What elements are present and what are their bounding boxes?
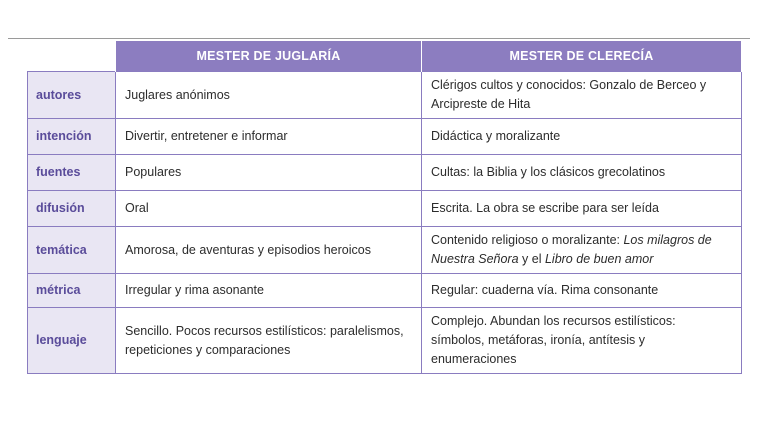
row-label-fuentes: fuentes [28,155,116,191]
row-label-intencion: intención [28,119,116,155]
column-header-clerecia: MESTER DE CLERECÍA [422,41,742,72]
mester-comparison-table [27,41,742,374]
top-divider-line [8,38,750,39]
tematica-text-part-2: y el [518,252,545,266]
juglaria-autores-cell: Juglares anónimos [116,72,422,119]
table-row [28,72,742,119]
juglaria-intencion-cell: Divertir, entretener e informar [116,119,422,155]
juglaria-difusion-cell: Oral [116,191,422,227]
juglaria-metrica-cell: Irregular y rima asonante [116,274,422,308]
clerecia-fuentes-cell: Cultas: la Biblia y los clásicos grecolatinos [422,155,742,191]
row-label-metrica: métrica [28,274,116,308]
tematica-title-libro: Libro de buen amor [544,252,654,266]
row-label-autores: autores [28,72,116,119]
row-label-lenguaje: lenguaje [28,308,116,374]
clerecia-autores-cell: Clérigos cultos y conocidos: Gonzalo de Berceo y Arcipreste de Hita [422,72,742,119]
clerecia-difusion-cell: Escrita. La obra se escribe para ser leída [422,191,742,227]
table-row [28,227,742,274]
juglaria-lenguaje-cell: Sencillo. Pocos recursos estilísticos: paralelismos, repeticiones y comparaciones [116,308,422,374]
table-header-row [28,41,742,72]
table-row [28,191,742,227]
table-row [28,155,742,191]
clerecia-intencion-cell: Didáctica y moralizante [422,119,742,155]
juglaria-fuentes-cell: Populares [116,155,422,191]
table-row [28,274,742,308]
column-header-juglaria: MESTER DE JUGLARÍA [116,41,422,72]
clerecia-lenguaje-cell: Complejo. Abundan los recursos estilísticos: símbolos, metáforas, ironía, antítesis y enumeraciones [422,308,742,374]
row-label-tematica: temática [28,227,116,274]
table-row [28,119,742,155]
table-row [28,308,742,374]
clerecia-metrica-cell: Regular: cuaderna vía. Rima consonante [422,274,742,308]
row-label-difusion: difusión [28,191,116,227]
table-corner-cell [28,41,116,72]
tematica-text-part-1: Contenido religioso o moralizante: [431,233,624,247]
juglaria-tematica-cell: Amorosa, de aventuras y episodios heroicos [116,227,422,274]
clerecia-tematica-cell [422,227,742,274]
tematica-title-milagros: Los milagros de Nuestra Señora [431,233,712,266]
